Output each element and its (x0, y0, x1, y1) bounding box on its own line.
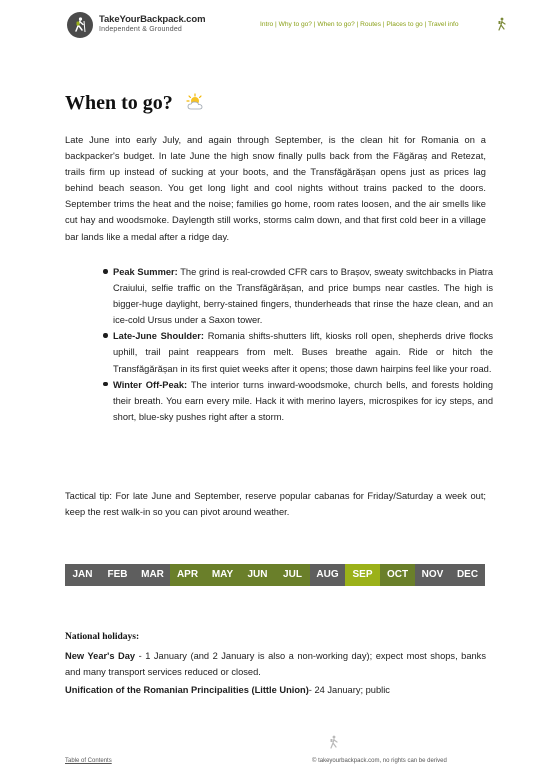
list-item (65, 328, 493, 376)
month-feb: FEB (100, 564, 135, 586)
page-header (0, 0, 550, 50)
season-text: Romania shifts-shutters lift, kiosks roll open, shepherds drive flocks uphill, trail paint reappears from melt. Buses breathe again. Ride or hitch the Transfăgărășan in its first quiet weeks after it opens; those dawn hairpins feel like your road. (113, 331, 493, 374)
holiday-name: Unification of the Romanian Principalities (Little Union) (65, 685, 309, 695)
nav-separator: | (381, 21, 385, 28)
month-sep: SEP (345, 564, 380, 586)
nav-when-to-go[interactable]: When to go? (317, 21, 355, 28)
holiday-text: - 1 January (and 2 January is also a non-working day); expect most shops, banks and many transport services reduced or closed. (65, 651, 486, 677)
table-of-contents-link[interactable]: Table of Contents (65, 758, 112, 764)
month-nov: NOV (415, 564, 450, 586)
season-list (65, 264, 493, 425)
season-text: The interior turns inward-woodsmoke, church bells, and forests holding their breath. You earn every mile. Hack it with merino layers, microspikes for icy steps, and short, blue-sky pushes right after a storm. (113, 379, 493, 422)
copyright-notice: © takeyourbackpack.com, no rights can be derived (312, 758, 447, 764)
season-text: The grind is real-crowded CFR cars to Brașov, sweaty switchbacks in Piatra Craiului, selfie traffic on the Transfăgărășan, and price bumps near castles. The high is bigger-huge daylight, berry-stained fingers, thunderheads that rinse the haze clean, and an ice-cold Ursus under a Saxon tower. (113, 267, 494, 326)
nav-places-to-go[interactable]: Places to go (386, 21, 423, 28)
list-item (65, 377, 493, 425)
month-calendar-bar (65, 564, 485, 586)
hiker-icon (329, 735, 339, 754)
top-navigation (260, 21, 459, 28)
holidays-heading: National holidays: (65, 632, 140, 642)
month-jan: JAN (65, 564, 100, 586)
season-name: Winter Off-Peak: (113, 379, 188, 390)
holiday-text: - 24 January; public (308, 685, 390, 695)
season-name: Late-June Shoulder: (113, 331, 204, 342)
nav-intro[interactable]: Intro (260, 21, 274, 28)
page-title: When to go? (65, 92, 173, 114)
backpacker-logo-icon[interactable] (67, 12, 93, 38)
nav-travel-info[interactable]: Travel info (427, 21, 459, 28)
month-mar: MAR (135, 564, 170, 586)
nav-routes[interactable]: Routes (360, 21, 382, 28)
month-oct: OCT (380, 564, 415, 586)
month-jul: JUL (275, 564, 310, 586)
month-may: MAY (205, 564, 240, 586)
tactical-tip: Tactical tip: For late June and September, reserve popular cabanas for Friday/Saturday a week out; keep the rest walk-in so you can pivot around weather. (65, 491, 486, 518)
brand-tagline: Independent & Grounded (99, 26, 183, 33)
month-aug: AUG (310, 564, 345, 586)
holiday-item (65, 682, 486, 698)
nav-separator: | (354, 21, 359, 28)
list-item (65, 264, 493, 328)
nav-separator: | (311, 21, 316, 28)
nav-separator: | (273, 21, 277, 28)
brand[interactable] (99, 14, 205, 34)
hiker-icon (497, 17, 507, 36)
month-dec: DEC (450, 564, 485, 586)
holiday-item (65, 648, 486, 680)
nav-why-to-go[interactable]: Why to go? (278, 21, 312, 28)
brand-name: TakeYourBackpack.com (99, 14, 206, 25)
season-name: Peak Summer: (113, 267, 178, 277)
nav-separator: | (422, 21, 427, 28)
month-jun: JUN (240, 564, 275, 586)
sun-behind-cloud-icon (184, 93, 204, 116)
holiday-name: New Year's Day (65, 651, 136, 661)
month-apr: APR (170, 564, 205, 586)
intro-paragraph: Late June into early July, and again through September, is the clean hit for Romania on a backpacker's budget. In late June the high snow finally pulls back from the Făgăraș and Retezat, trails firm up instead of sucking at your boots, and the Transfăgărășan opens just as prices lag behind beach season. You get long light and cool nights without trains packed to the doors. September trims the heat and the noise; families go home, room rates loosen, and the air smells like cut hay and woodsmoke. Daylength still works, storms calm down, and that first cold beer in a village bar lands like a medal after a ridge day. (65, 135, 486, 242)
